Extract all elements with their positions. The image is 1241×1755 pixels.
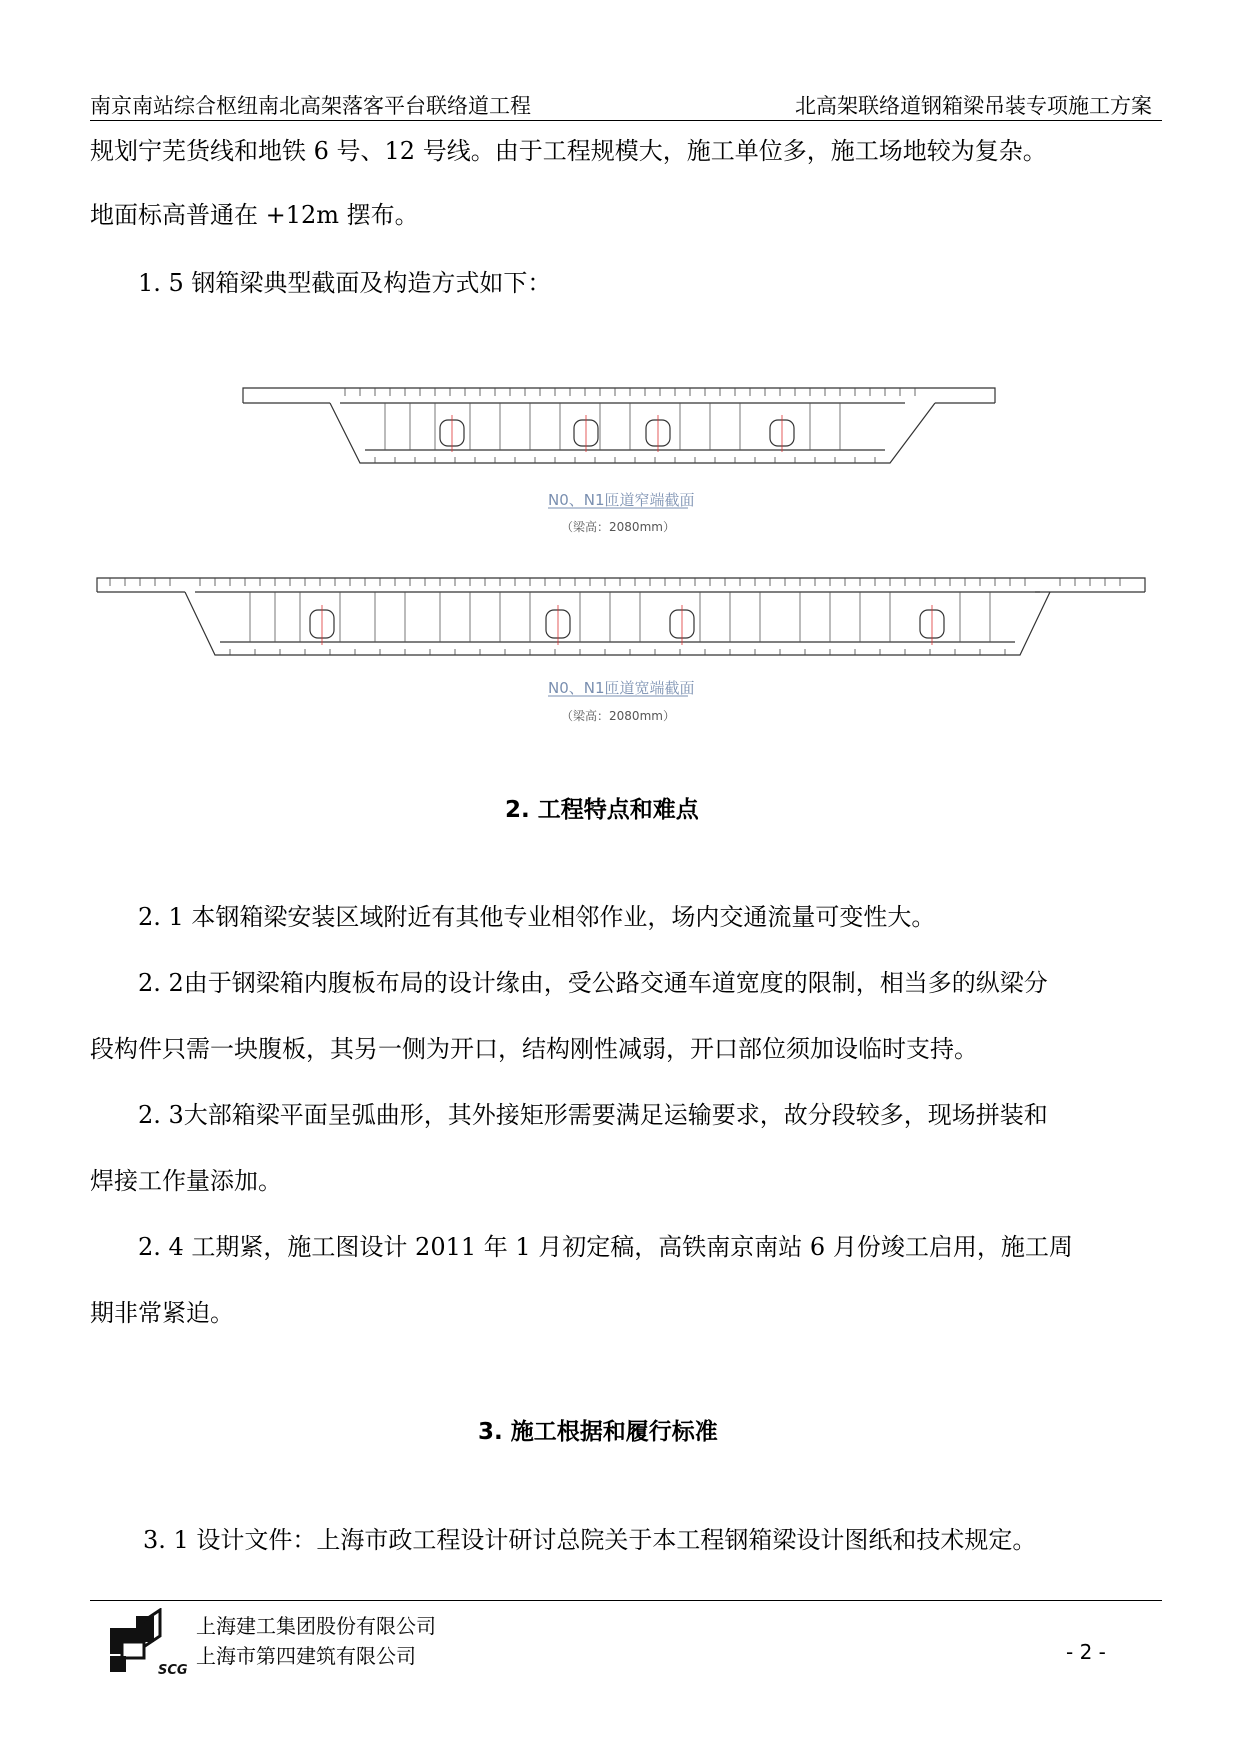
header-project-title: 南京南站综合枢纽南北高架落客平台联络道工程 [90, 94, 531, 118]
header-document-title: 北高架联络道钢箱梁吊装专项施工方案 [795, 94, 1152, 118]
paragraph-2-3-line-1: 2. 3大部箱梁平面呈弧曲形，其外接矩形需要满足运输要求，故分段较多，现场拼装和 [138, 1101, 1048, 1129]
section-2-heading: 2. 工程特点和难点 [505, 797, 699, 823]
paragraph-2-2-line-1: 2. 2由于钢梁箱内腹板布局的设计缘由，受公路交通车道宽度的限制，相当多的纵梁分 [138, 969, 1048, 997]
wide-end-section [97, 578, 1145, 655]
page-number: - 2 - [1066, 1640, 1106, 1664]
narrow-end-section [243, 388, 995, 463]
narrow-section-subcaption: （梁高：2080mm） [561, 520, 675, 534]
page-header [90, 86, 1162, 121]
paragraph-3-1: 3. 1 设计文件：上海市政工程设计研讨总院关于本工程钢箱梁设计图纸和技术规定。 [143, 1526, 1037, 1554]
paragraph-2-3-line-2: 焊接工作量添加。 [90, 1167, 282, 1195]
paragraph-1-line-2: 地面标高普通在 +12m 摆布。 [90, 201, 419, 229]
scg-logo-icon [108, 1608, 208, 1678]
footer-divider [90, 1600, 1162, 1601]
paragraph-2-4-line-2: 期非常紧迫。 [90, 1299, 234, 1327]
narrow-section-caption: N0、N1匝道窄端截面 [548, 491, 695, 509]
box-girder-cross-sections [0, 370, 1241, 730]
wide-section-subcaption: （梁高：2080mm） [561, 709, 675, 723]
footer-company-1: 上海建工集团股份有限公司 [196, 1614, 436, 1638]
logo-text: SCG [158, 1663, 188, 1678]
footer-company-2: 上海市第四建筑有限公司 [196, 1644, 416, 1668]
paragraph-1-line-1: 规划宁芜货线和地铁 6 号、12 号线。由于工程规模大，施工单位多，施工场地较为复杂。 [90, 137, 1047, 165]
section-3-heading: 3. 施工根据和履行标准 [478, 1419, 718, 1445]
paragraph-2-4-line-1: 2. 4 工期紧，施工图设计 2011 年 1 月初定稿，高铁南京南站 6 月份竣工启用，施工周 [138, 1233, 1073, 1261]
paragraph-2-1: 2. 1 本钢箱梁安装区域附近有其他专业相邻作业，场内交通流量可变性大。 [138, 903, 936, 931]
paragraph-2-2-line-2: 段构件只需一块腹板，其另一侧为开口，结构刚性减弱，开口部位须加设临时支持。 [90, 1035, 978, 1063]
wide-section-caption: N0、N1匝道宽端截面 [548, 679, 695, 697]
paragraph-1-5: 1. 5 钢箱梁典型截面及构造方式如下： [138, 269, 552, 297]
